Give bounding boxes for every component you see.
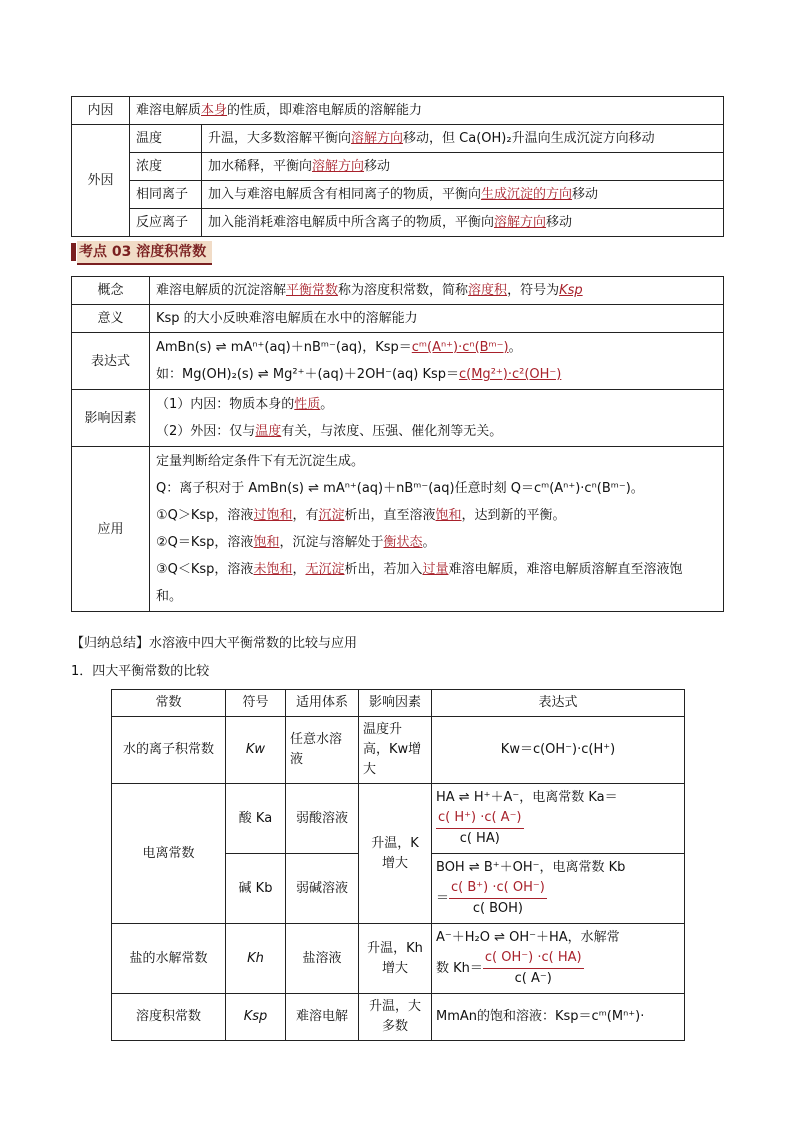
constant-system: 任意水溶液 [286,717,359,784]
section-header-title: 考点 03 溶度积常数 [77,241,212,265]
app-label: 应用 [72,447,150,612]
table-row [112,994,685,1041]
table-row [72,447,724,612]
table-row [72,153,724,181]
constant-name: 溶度积常数 [112,994,226,1041]
constant-symbol: Ksp [226,994,286,1041]
constant-expr [432,784,685,854]
factor-label: 影响因素 [72,390,150,447]
table-row [72,277,724,305]
constant-expr: Kw＝c(OH⁻)·c(H⁺) [432,717,685,784]
constant-system: 盐溶液 [286,924,359,994]
constant-system: 难溶电解 [286,994,359,1041]
expr-line: BOH ⇌ B⁺＋OH⁻，电离常数 Kb [436,860,626,875]
column-header: 影响因素 [359,690,432,717]
expr-line: A⁻＋H₂O ⇌ OH⁻＋HA，水解常 [436,930,620,945]
column-header: 符号 [226,690,286,717]
expr-line: AmBn(s) ⇌ mAⁿ⁺(aq)＋nBᵐ⁻(aq)，Ksp＝cᵐ(Aⁿ⁺)·cⁿ(Bᵐ⁻)。 [156,340,522,355]
row-name: 温度 [130,125,202,153]
factor-line: （2）外因：仅与温度有关，与浓度、压强、催化剂等无关。 [156,424,503,439]
outer-label: 外因 [72,125,130,237]
expr-text [150,333,724,390]
expr-line: HA ⇌ H⁺＋A⁻，电离常数 Ka＝ [436,790,618,805]
row-text: 加入与难溶电解质含有相同离子的物质，平衡向生成沉淀的方向移动 [202,181,724,209]
factor-line: （1）内因：物质本身的性质。 [156,397,334,412]
fraction [449,878,547,919]
equals-sign: ＝ [436,891,450,906]
constant-symbol: Kh [226,924,286,994]
row-text: 升温，大多数溶解平衡向溶解方向移动，但 Ca(OH)₂升温向生成沉淀方向移动 [202,125,724,153]
table-row [72,181,724,209]
meaning-label: 意义 [72,305,150,333]
app-line: ①Q＞Ksp，溶液过饱和，有沉淀析出，直至溶液饱和，达到新的平衡。 [156,508,566,523]
inner-label: 内因 [72,97,130,125]
table-row [112,784,685,854]
row-name: 浓度 [130,153,202,181]
factor-text [150,390,724,447]
fraction [436,808,524,849]
constant-system: 弱碱溶液 [286,854,359,924]
column-header: 适用体系 [286,690,359,717]
app-line: ③Q＜Ksp，溶液未饱和，无沉淀析出，若加入过量难溶电解质，难溶电解质溶解直至溶液饱 [156,562,683,577]
app-line: Q：离子积对于 AmBn(s) ⇌ mAⁿ⁺(aq)＋nBᵐ⁻(aq)任意时刻 Q＝cᵐ(Aⁿ⁺)·cⁿ(Bᵐ⁻)。 [156,481,644,496]
app-line: 定量判断给定条件下有无沉淀生成。 [156,454,365,469]
constant-factor: 升温，大多数 [359,994,432,1041]
column-header: 常数 [112,690,226,717]
fraction-denominator: c( BOH) [472,901,523,916]
fraction-denominator: c( HA) [459,831,500,846]
row-name: 反应离子 [130,209,202,237]
table-row [72,333,724,390]
fraction-numerator: c( H⁺) ·c( A⁻) [436,808,524,829]
concept-text: 难溶电解质的沉淀溶解平衡常数称为溶度积常数，简称溶度积，符号为Ksp [150,277,724,305]
section-header-bar [71,243,76,261]
comparison-table [111,689,685,1041]
expr-prefix: 数 Kh＝ [436,961,483,976]
row-text: 加水稀释，平衡向溶解方向移动 [202,153,724,181]
constant-factor: 升温，Kh增大 [359,924,432,994]
inner-text: 难溶电解质本身的性质，即难溶电解质的溶解能力 [130,97,724,125]
constant-factor: 升温，K 增大 [359,784,432,924]
constant-symbol: 酸 Ka [226,784,286,854]
row-name: 相同离子 [130,181,202,209]
concept-label: 概念 [72,277,150,305]
meaning-text: Ksp 的大小反映难溶电解质在水中的溶解能力 [150,305,724,333]
app-line: 和。 [156,589,183,604]
constant-expr: MmAn的饱和溶液：Ksp＝cᵐ(Mⁿ⁺)· [432,994,685,1041]
constant-name: 盐的水解常数 [112,924,226,994]
constant-name: 水的离子积常数 [112,717,226,784]
expr-line: 如：Mg(OH)₂(s) ⇌ Mg²⁺＋(aq)＋2OH⁻(aq) Ksp＝c(Mg²⁺)·c²(OH⁻) [156,367,562,382]
fraction-denominator: c( A⁻) [514,971,552,986]
ksp-table [71,276,724,612]
table-header-row [112,690,685,717]
app-line: ②Q＝Ksp，溶液饱和，沉淀与溶解处于衡状态。 [156,535,436,550]
table-row [72,125,724,153]
constant-system: 弱酸溶液 [286,784,359,854]
table-row [112,924,685,994]
table-row [72,305,724,333]
summary-title: 【归纳总结】水溶液中四大平衡常数的比较与应用 [71,636,358,651]
column-header: 表达式 [432,690,685,717]
fraction-numerator: c( B⁺) ·c( OH⁻) [449,878,547,899]
section-header [71,241,724,263]
expr-label: 表达式 [72,333,150,390]
fraction-numerator: c( OH⁻) ·c( HA) [483,948,584,969]
constant-expr [432,924,685,994]
app-text [150,447,724,612]
factor-table [71,96,724,237]
constant-factor: 温度升高，Kw增大 [359,717,432,784]
constant-symbol: 碱 Kb [226,854,286,924]
constant-name: 电离常数 [112,784,226,924]
table-row [72,97,724,125]
table-row [72,209,724,237]
constant-symbol: Kw [226,717,286,784]
row-text: 加入能消耗难溶电解质中所含离子的物质，平衡向溶解方向移动 [202,209,724,237]
table-row [112,717,685,784]
summary-subtitle: 1．四大平衡常数的比较 [71,664,210,679]
constant-expr [432,854,685,924]
fraction [483,948,584,989]
table-row [72,390,724,447]
